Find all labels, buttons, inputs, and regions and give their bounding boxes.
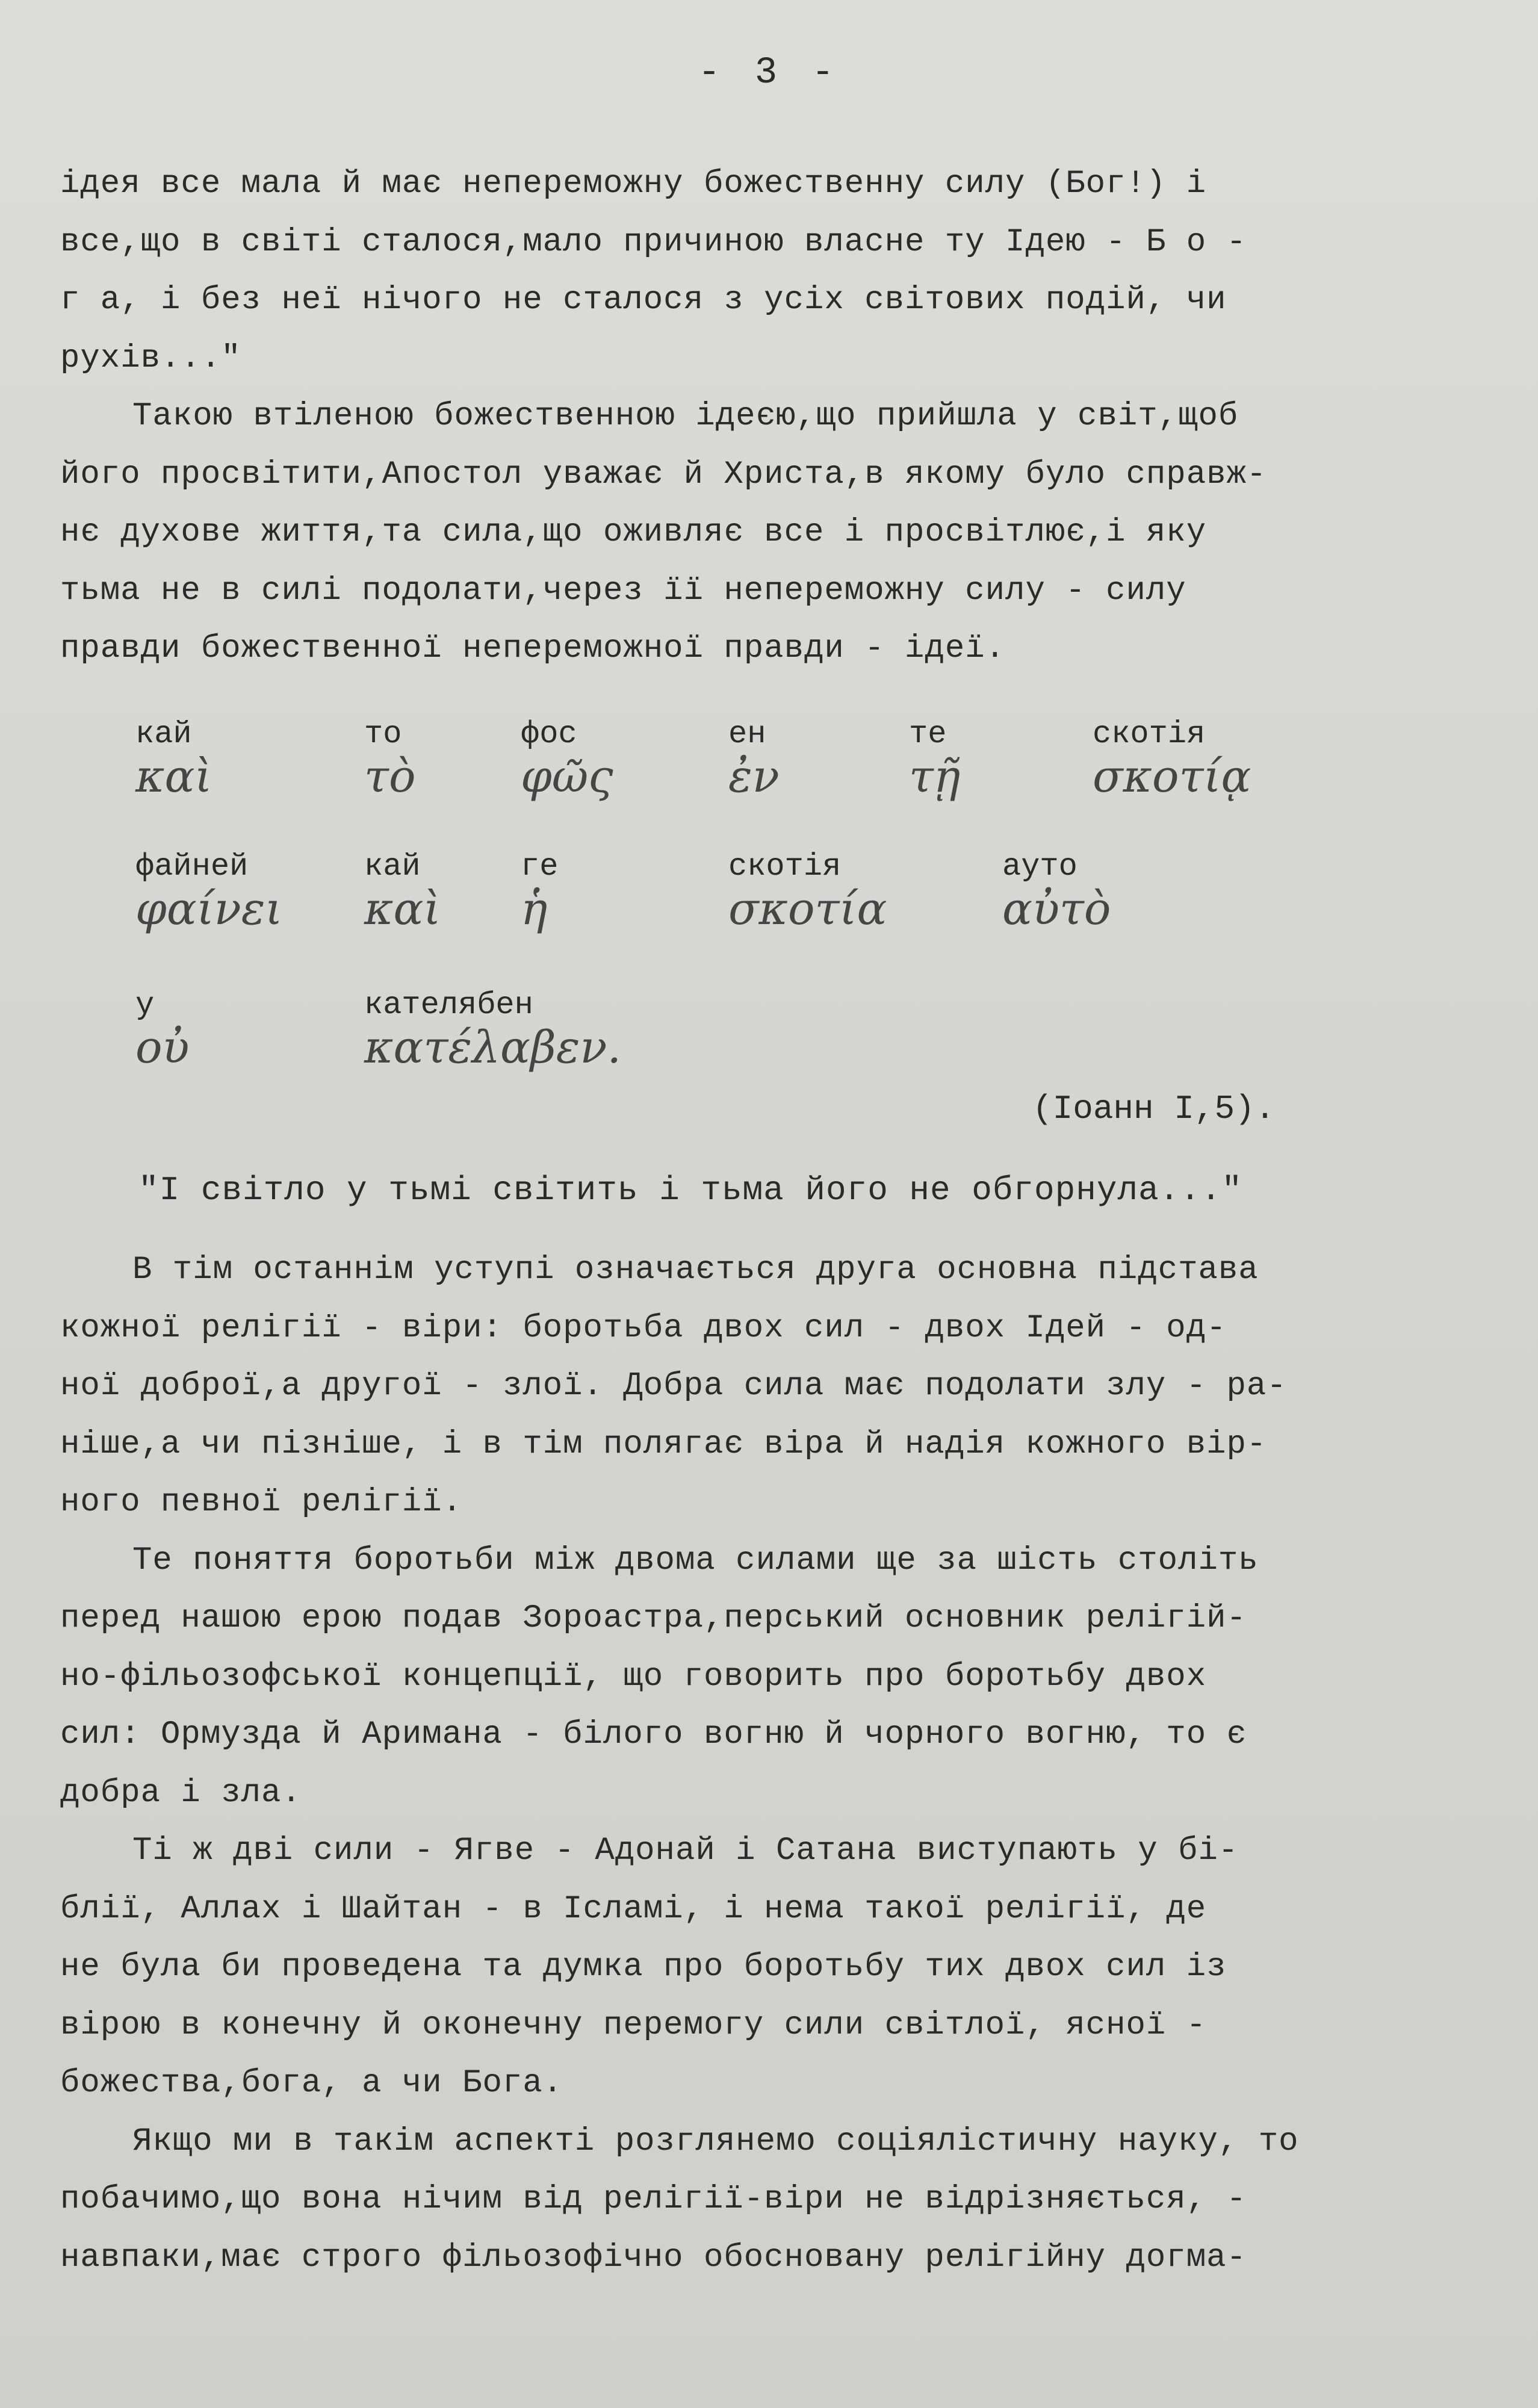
greek-word <box>521 849 558 933</box>
greek-word <box>909 716 960 801</box>
text-span: Ті ж дві сили - Ягве - Адонай і Сатана виступають у бі- <box>132 1832 1239 1869</box>
transliteration: ауто <box>1002 849 1078 884</box>
text-line <box>60 1241 1493 1300</box>
text-line: сил: Ормузда й Аримана - білого вогню й чорного вогню, то є <box>60 1716 1247 1753</box>
greek-text: καὶ <box>135 751 212 802</box>
greek-text: σκοτίᾳ <box>1093 751 1251 802</box>
greek-word <box>728 716 780 801</box>
page-number: - 3 - <box>698 51 840 94</box>
greek-word <box>135 987 190 1072</box>
transliteration: фос <box>521 716 577 752</box>
greek-text: τὸ <box>364 751 416 802</box>
transliteration: ге <box>521 849 559 884</box>
paragraph-1 <box>60 155 1493 388</box>
text-line: все,що в світі сталося,мало причиною власне ту Ідею - Б о - <box>60 223 1247 261</box>
greek-text: καὶ <box>364 883 441 935</box>
text-line <box>60 388 1493 446</box>
text-line: навпаки,має строго фільозофічно обосновану релігійну догма- <box>60 2239 1247 2276</box>
transliteration: кай <box>364 849 421 884</box>
text-span: Такою втіленою божественною ідеєю,що прийшла у світ,щоб <box>132 398 1239 435</box>
greek-word <box>135 849 283 933</box>
greek-word <box>135 716 212 801</box>
quote: "І світло у тьмі світить і тьма його не обгорнула..." <box>138 1171 1243 1209</box>
text-line: не була би проведена та думка про боротьбу тих двох сил із <box>60 1949 1227 1985</box>
transliteration: кателябен <box>364 987 533 1023</box>
transliteration: скотія <box>1093 716 1206 752</box>
text-line: г а, і без неї нічого не сталося з усіх світових подій, чи <box>60 282 1227 318</box>
text-line <box>60 2113 1493 2171</box>
greek-text: φῶς <box>521 751 613 802</box>
text-line: нє духове життя,та сила,що оживляє все і просвітлює,і яку <box>60 514 1207 551</box>
text-span: Те поняття боротьби між двома силами ще за шість століть <box>132 1542 1259 1579</box>
greek-word <box>364 849 441 933</box>
greek-text: οὐ <box>135 1022 190 1073</box>
greek-text: τῇ <box>909 751 961 802</box>
paragraph-3 <box>60 1241 1493 2287</box>
greek-word <box>1002 849 1111 933</box>
greek-word <box>364 987 621 1072</box>
text-span: В тім останнім уступі означається друга основна підстава <box>132 1252 1259 1288</box>
greek-text: κατέλαβεν. <box>364 1022 622 1073</box>
text-span: Якщо ми в такім аспекті розглянемо соціялістичну науку, то <box>132 2123 1299 2160</box>
greek-text: ἐν <box>728 751 780 802</box>
greek-word <box>728 849 887 933</box>
transliteration: ен <box>728 716 766 752</box>
transliteration: те <box>909 716 947 752</box>
text-line: тьма не в силі подолати,через її непереможну силу - силу <box>60 572 1186 609</box>
text-line: перед нашою ерою подав Зороастра,перський основник релігій- <box>60 1600 1247 1637</box>
paragraph-2 <box>60 388 1493 678</box>
greek-word <box>1093 716 1251 801</box>
text-line: ніше,а чи пізніше, і в тім полягає віра й надія кожного вір- <box>60 1426 1267 1463</box>
text-line: ної доброї,а другої - злої. Добра сила має подолати злу - ра- <box>60 1368 1287 1404</box>
text-line: побачимо,що вона нічим від релігії-віри не відрізняється, - <box>60 2181 1247 2218</box>
text-line <box>60 1822 1493 1881</box>
text-line <box>60 1532 1493 1590</box>
text-line: правди божественної непереможної правди - ідеї. <box>60 630 1006 667</box>
text-line: вірою в конечну й оконечну перемогу сили світлої, ясної - <box>60 2006 1207 2044</box>
text-line: добра і зла. <box>60 1774 302 1811</box>
greek-text: ἡ <box>521 883 548 935</box>
greek-text: σκοτία <box>728 883 887 935</box>
text-line: рухів..." <box>60 340 241 377</box>
text-line: кожної релігії - віри: боротьба двох сил - двох Ідей - од- <box>60 1309 1227 1347</box>
text-line: но-фільозофської концепції, що говорить про боротьбу двох <box>60 1658 1207 1695</box>
text-line: ідея все мала й має непереможну божественну силу (Бог!) і <box>60 166 1207 202</box>
transliteration: то <box>364 716 402 752</box>
text-line: блії, Аллах і Шайтан - в Ісламі, і нема такої релігії, де <box>60 1890 1207 1928</box>
greek-word <box>521 716 613 801</box>
text-line: божества,бога, а чи Бога. <box>60 2065 563 2102</box>
transliteration: файней <box>135 849 249 884</box>
transliteration: кай <box>135 716 192 752</box>
citation: (Іоанн І,5). <box>1032 1090 1276 1128</box>
greek-word <box>364 716 416 801</box>
greek-text: φαίνει <box>135 883 283 935</box>
transliteration: у <box>135 987 155 1023</box>
greek-text: αὐτὸ <box>1002 883 1111 935</box>
text-line: його просвітити,Апостол уважає й Христа,в якому було справж- <box>60 456 1267 493</box>
transliteration: скотія <box>728 849 842 884</box>
text-line: ного певної релігії. <box>60 1484 463 1521</box>
